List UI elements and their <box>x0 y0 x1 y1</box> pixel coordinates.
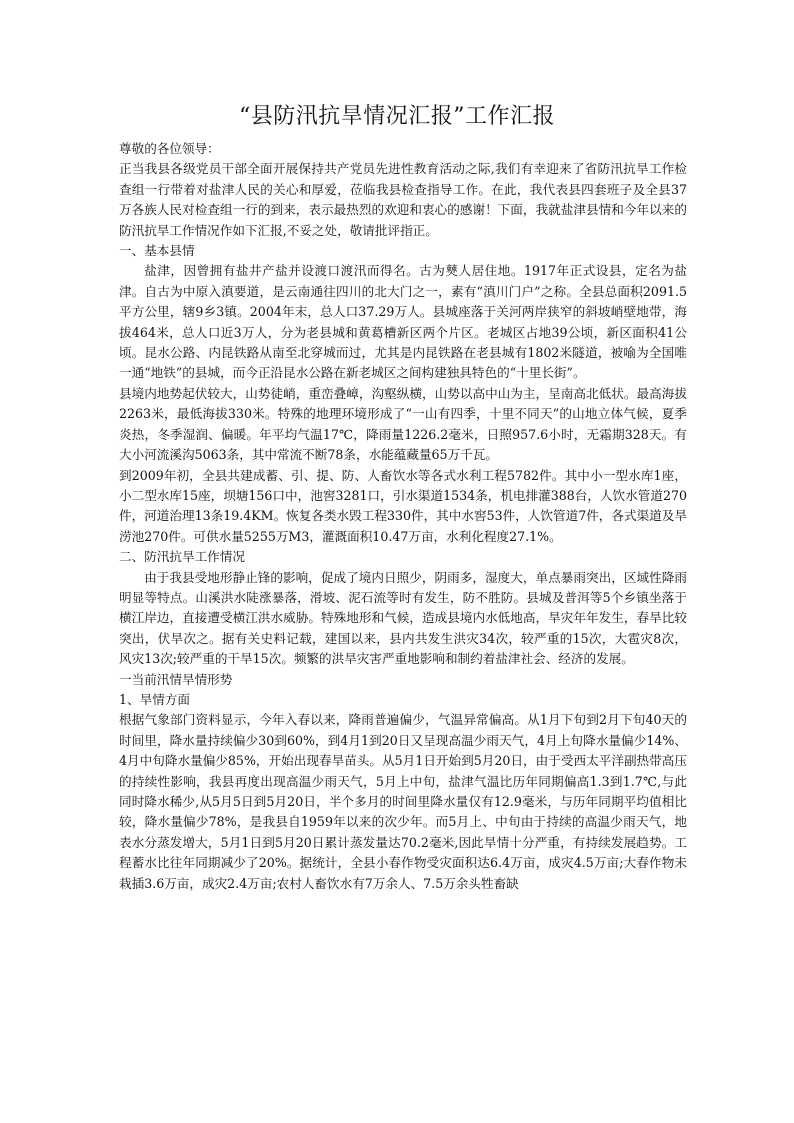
paragraph: 盐津，因曾拥有盐井产盐并设渡口渡汛而得名。古为僰人居住地。1917年正式设县，定名为盐津。自古为中原入滇要道，是云南通往四川的北大门之一，素有“滇川门户”之称。全县总面积2091.5平方公里，辖9乡3镇。2004年末，总人口37.29万人。县城座落于关河两岸狭窄的斜坡峭壁地带，海拔464米，总人口近3万人，分为老县城和黄葛槽新区两个片区。老城区占地39公顷，新区面积41公顷。昆水公路、内昆铁路从南至北穿城而过，尤其是内昆铁路在老县城有1802米隧道，被喻为全国唯一通“地铁”的县城，而今正沿昆水公路在新老城区之间构建独具特色的“十里长街”。 <box>119 263 687 381</box>
paragraph: 一、基本县情 <box>119 243 195 259</box>
paragraph: 一当前汛情旱情形势 <box>119 671 233 687</box>
document-body <box>119 139 687 894</box>
paragraph: 尊敬的各位领导： <box>119 141 220 156</box>
paragraph: 1、旱情方面 <box>119 691 190 707</box>
paragraph: 正当我县各级党员干部全面开展保持共产党员先进性教育活动之际,我们有幸迎来了省防汛抗旱工作检查组一行带着对盐津人民的关心和厚爱，莅临我县检查指导工作。在此，我代表县四套班子及全县37万各族人民对检查组一行的到来，表示最热烈的欢迎和衷心的感谢！下面，我就盐津县情和今年以来的防汛抗旱工作情况作如下汇报,不妥之处，敬请批评指正。 <box>119 161 687 238</box>
paragraph: 根据气象部门资料显示，今年入春以来，降雨普遍偏少，气温异常偏高。从1月下旬到2月下旬40天的时间里，降水量持续偏少30到60%，到4月1到20日又呈现高温少雨天气，4月上旬降水量偏少14%、4月中旬降水量偏少85%，开始出现春旱苗头。从5月1日开始到5月20日，由于受西太平洋副热带高压的持续性影响，我县再度出现高温少雨天气，5月上中旬，盐津气温比历年同期偏高1.3到1.7℃,与此同时降水稀少,从5月5日到5月20日，半个多月的时间里降水量仅有12.9毫米，与历年同期平均值相比较，降水量偏少78%，是我县自1959年以来的次少年。而5月上、中旬由于持续的高温少雨天气，地表水分蒸发增大，5月1日到5月20日累计蒸发量达70.2毫米,因此旱情十分严重，有持续发展趋势。工程蓄水比往年同期减少了20%。据统计，全县小春作物受灾面积达6.4万亩，成灾4.5万亩;大春作物未栽插3.6万亩，成灾2.4万亩;农村人畜饮水有7万余人、7.5万余头牲畜缺 <box>119 712 687 891</box>
paragraph: 县境内地势起伏较大，山势徒峭，重峦叠嶂，沟壑纵横，山势以高中山为主，呈南高北低状。最高海拔2263米，最低海拔330米。特殊的地理环境形成了“一山有四季，十里不同天”的山地立体气候，夏季炎热，冬季湿润、偏暖。年平均气温17℃，降雨量1226.2毫米，日照957.6小时，无霜期328天。有大小河流溪沟5063条，其中常流不断78条，水能蕴藏量65万千瓦。 <box>119 385 687 463</box>
paragraph: 二、防汛抗旱工作情况 <box>119 549 245 565</box>
paragraph: 到2009年初，全县共建成蓄、引、提、防、人畜饮水等各式水利工程5782件。其中小一型水库1座，小二型水库15座，坝塘156口中，池窖3281口，引水渠道1534条，机电排灌388台，人饮水管道270件，河道治理13条19.4KM。恢复各类水毁工程330件，其中水窖53件，人饮管道7件，各式渠道及旱涝池270件。可供水量5255万M3，灌溉面积10.47万亩，水利化程度27.1%。 <box>119 467 687 544</box>
document-title: “县防汛抗旱情况汇报”工作汇报 <box>239 104 555 129</box>
paragraph: 由于我县受地形静止锋的影响，促成了境内日照少，阴雨多，湿度大，单点暴雨突出，区域性降雨明显等特点。山溪洪水陡涨暴落，滑坡、泥石流等时有发生，防不胜防。县城及普洱等5个乡镇坐落于横江岸边，直接遭受横江洪水威胁。特殊地形和气候，造成县境内水低地高，旱灾年年发生，春旱比较突出，伏旱次之。据有关史料记载，建国以来，县内共发生洪灾34次，较严重的15次，大雹灾8次，风灾13次;较严重的干旱15次。频繁的洪旱灾害严重地影响和制约着盐津社会、经济的发展。 <box>119 569 687 667</box>
